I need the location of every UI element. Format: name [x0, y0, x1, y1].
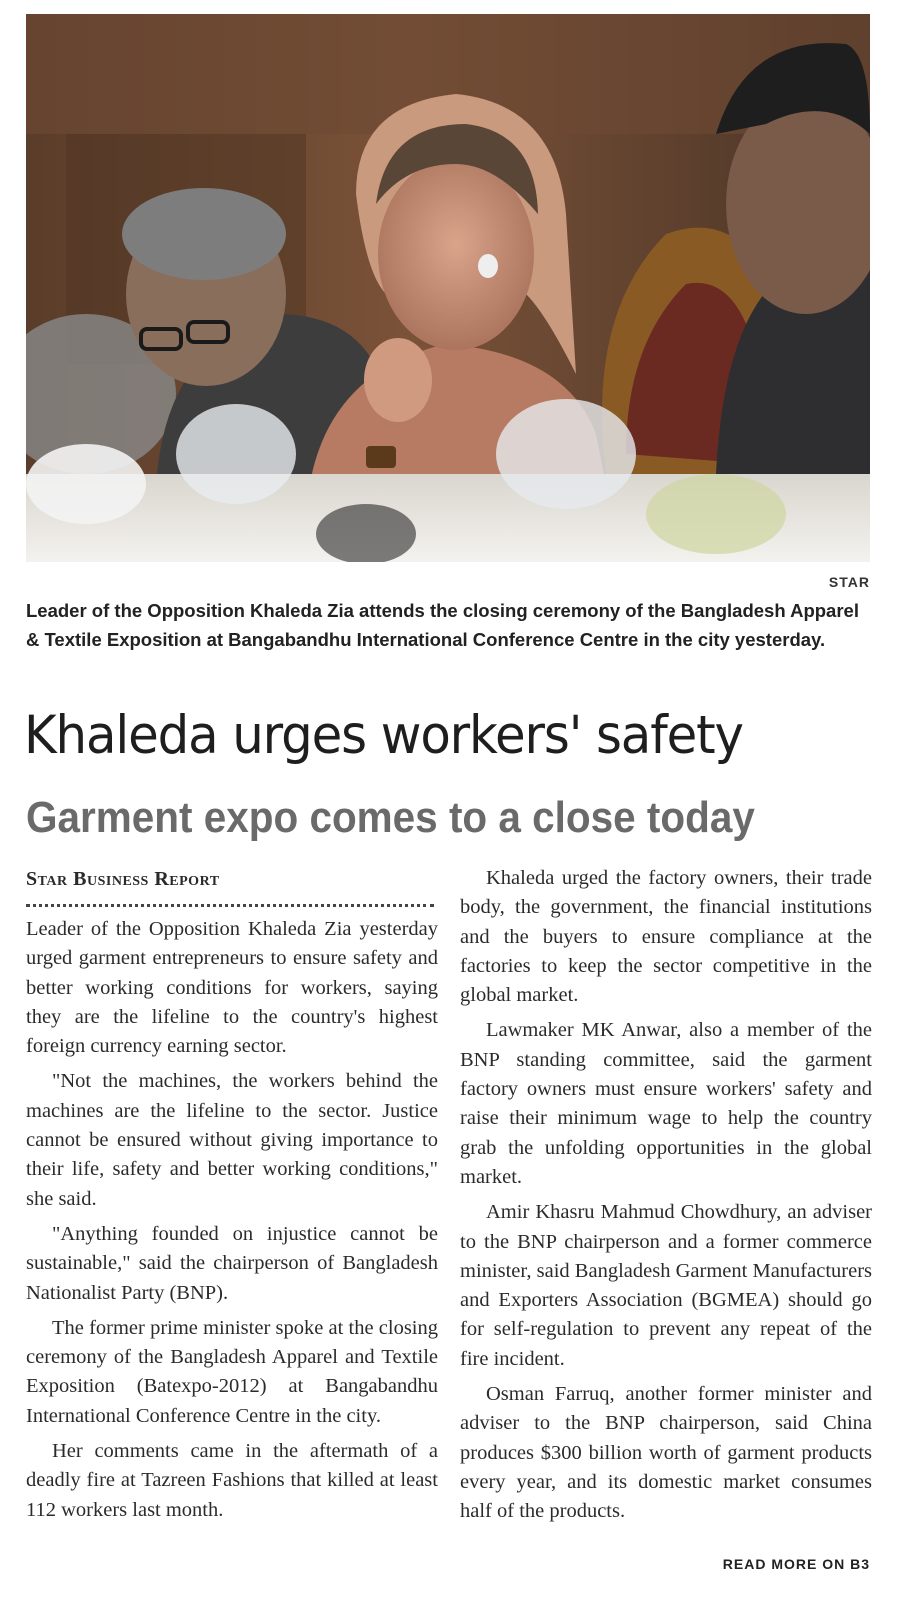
article-paragraph: Osman Farruq, another former minister and adviser to the BNP chairperson, said China produces $300 billion worth of garment products every year, and its domestic market consumes half of the products.: [460, 1383, 872, 1523]
article-paragraph: The former prime minister spoke at the closing ceremony of the Bangladesh Apparel and Textile Exposition (Batexpo-2012) at Bangabandhu International Conference Centre in the city.: [26, 1316, 438, 1427]
photo-credit: STAR: [828, 574, 870, 590]
read-more-link[interactable]: READ MORE ON B3: [722, 1556, 870, 1572]
article-paragraph: "Not the machines, the workers behind the machines are the lifeline to the sector. Justice cannot be ensured without giving importance to their life, safety and better working conditions," she said.: [26, 1070, 438, 1210]
article-column-left: [26, 864, 438, 1531]
article-paragraph: Lawmaker MK Anwar, also a member of the BNP standing committee, said the garment factory owners must ensure workers' safety and raise their minimum wage to help the country grab the unfolding opportunities in the global market.: [460, 1019, 872, 1188]
article-paragraph: Leader of the Opposition Khaleda Zia yesterday urged garment entrepreneurs to ensure safety and better working conditions for workers, saying they are the lifeline to the country's highest foreign currency earning sector.: [26, 918, 438, 1058]
news-photo: [26, 14, 870, 562]
dotted-divider: [26, 896, 434, 907]
headline: Khaleda urges workers' safety: [24, 705, 743, 766]
article-column-right: [460, 864, 872, 1533]
article-paragraph: Amir Khasru Mahmud Chowdhury, an adviser to the BNP chairperson and a former commerce minister, said Bangladesh Garment Manufacturers and Exporters Association (BGMEA) should go for self-regulation to prevent any repeat of the fire incident.: [460, 1201, 872, 1370]
subheadline: Garment expo comes to a close today: [26, 793, 755, 842]
byline: Star Business Report: [26, 868, 220, 890]
article-paragraph: "Anything founded on injustice cannot be sustainable," said the chairperson of Bangladesh Nationalist Party (BNP).: [26, 1222, 438, 1304]
article-paragraph: Her comments came in the aftermath of a deadly fire at Tazreen Fashions that killed at least 112 workers last month.: [26, 1440, 438, 1521]
photo-caption: Leader of the Opposition Khaleda Zia attends the closing ceremony of the Bangladesh Apparel & Textile Exposition at Bangabandhu International Conference Centre in the city yesterday.: [26, 600, 859, 650]
article-paragraph: Khaleda urged the factory owners, their trade body, the government, the financial institutions and the buyers to ensure compliance at the factories to keep the sector competitive in the global market.: [460, 867, 872, 1007]
photo-khaleda-zia-icon: [26, 14, 870, 562]
